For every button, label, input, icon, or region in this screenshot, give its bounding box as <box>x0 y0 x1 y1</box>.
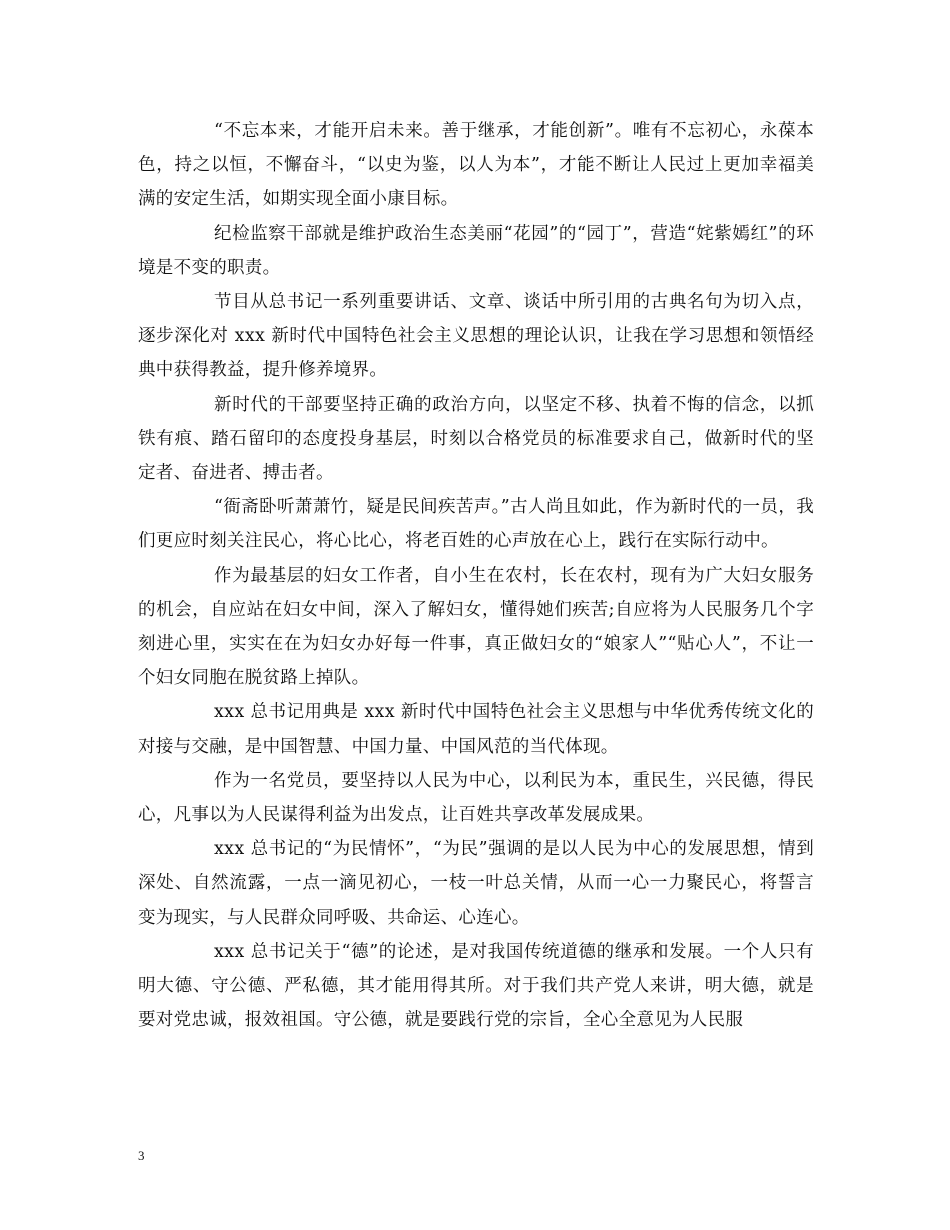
paragraph-2: 纪检监察干部就是维护政治生态美丽“花园”的“园丁”，营造“姹紫嫣红”的环境是不变的职责。 <box>138 223 814 278</box>
paragraph-4: 新时代的干部要坚持正确的政治方向，以坚定不移、执着不悔的信念，以抓铁有痕、踏石留印的态度投身基层，时刻以合格党员的标准要求自己，做新时代的坚定者、奋进者、搏击者。 <box>138 394 814 484</box>
paragraph-7: xxx 总书记用典是 xxx 新时代中国特色社会主义思想与中华优秀传统文化的对接与交融，是中国智慧、中国力量、中国风范的当代体现。 <box>138 702 814 757</box>
paragraph-5: “衙斋卧听萧萧竹，疑是民间疾苦声。”古人尚且如此，作为新时代的一员，我们更应时刻关注民心，将心比心，将老百姓的心声放在心上，践行在实际行动中。 <box>138 497 814 552</box>
paragraph-8: 作为一名党员，要坚持以人民为中心，以利民为本，重民生，兴民德，得民心，凡事以为人民谋得利益为出发点，让百姓共享改革发展成果。 <box>138 770 814 826</box>
paragraph-3: 节目从总书记一系列重要讲话、文章、谈话中所引用的古典名句为切入点，逐步深化对 xxx 新时代中国特色社会主义思想的理论认识，让我在学习思想和领悟经典中获得教益，提升修养境界。 <box>138 292 814 381</box>
paragraph-9: xxx 总书记的“为民情怀”，“为民”强调的是以人民为中心的发展思想，情到深处、自然流露，一点一滴见初心，一枝一叶总关情，从而一心一力聚民心，将誓言变为现实，与人民群众同呼吸、共命运、心连心。 <box>138 839 814 928</box>
paragraph-1: “不忘本来，才能开启未来。善于继承，才能创新”。唯有不忘初心，永葆本色，持之以恒，不懈奋斗，“以史为鉴，以人为本”，才能不断让人民过上更加幸福美满的安定生活，如期实现全面小康目标。 <box>138 121 814 210</box>
paragraph-6: 作为最基层的妇女工作者，自小生在农村，长在农村，现有为广大妇女服务的机会，自应站在妇女中间，深入了解妇女，懂得她们疾苦;自应将为人民服务几个字刻进心里，实实在在为妇女办好每一件事，真正做妇女的“娘家人”“贴心人”，不让一个妇女同胞在脱贫路上掉队。 <box>138 565 814 689</box>
paragraph-10: xxx 总书记关于“德”的论述，是对我国传统道德的继承和发展。一个人只有明大德、守公德、严私德，其才能用得其所。对于我们共产党人来讲，明大德，就是要对党忠诚，报效祖国。守公德，就是要践行党的宗旨，全心全意见为人民服 <box>138 941 814 1031</box>
body-text <box>138 114 814 1037</box>
page-number: 3 <box>138 1148 145 1163</box>
